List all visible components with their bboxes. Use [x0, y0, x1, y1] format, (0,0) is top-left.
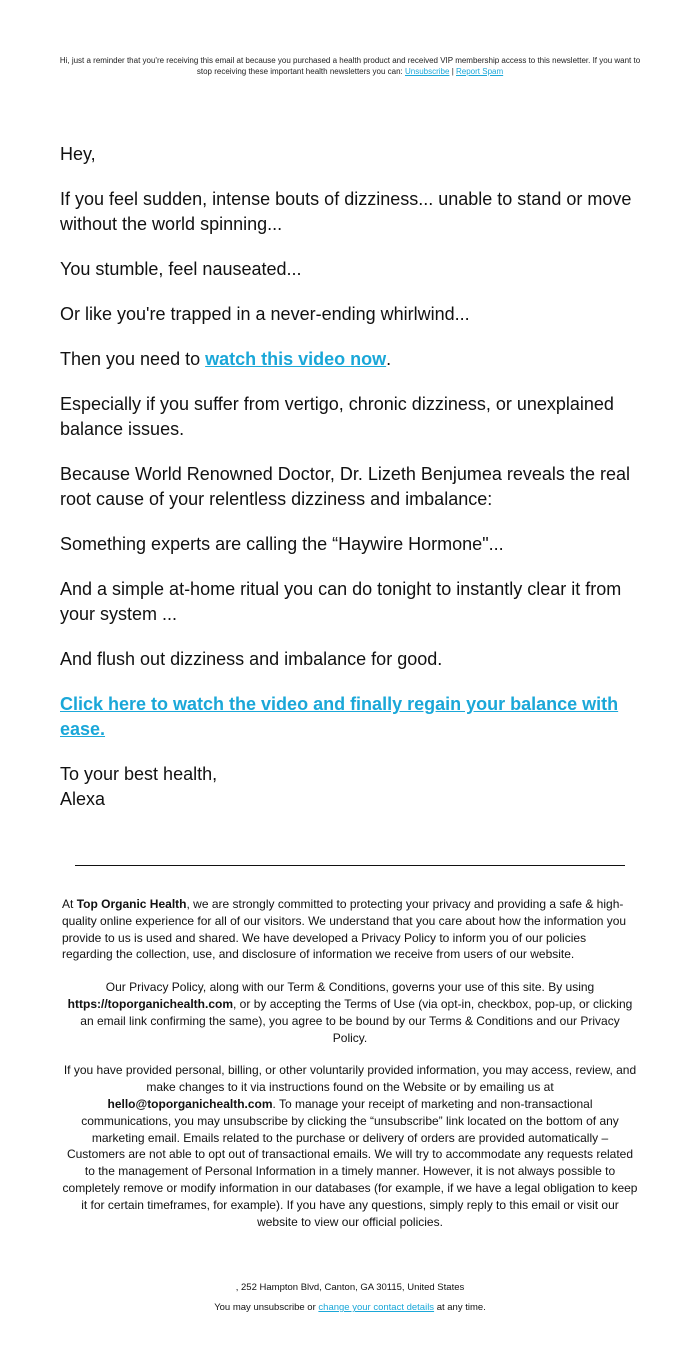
- unsubscribe-suffix: at any time.: [436, 1302, 486, 1313]
- change-contact-details-link[interactable]: change your contact details: [318, 1302, 435, 1313]
- signature: Alexa: [60, 789, 106, 809]
- watch-video-link[interactable]: watch this video now: [205, 349, 387, 369]
- postal-address: , 252 Hampton Blvd, Canton, GA 30115, United States: [235, 1282, 465, 1293]
- paragraph-vertigo: Especially if you suffer from vertigo, chronic dizziness, or unexplained balance issues.: [60, 394, 614, 439]
- paragraph-flush: And flush out dizziness and imbalance for good.: [60, 649, 443, 669]
- privacy-rest: , we are strongly committed to protecting your privacy and providing a safe & high-quality online experience for all of our visitors. We understand that you care about how the information you provide to us is used and shared. We have developed a Privacy Policy to inform you of our policies regarding the collection, use, and disclosure of information we receive from users of our website.: [62, 897, 627, 962]
- email-body: [60, 142, 650, 812]
- paragraph-stumble: You stumble, feel nauseated...: [60, 259, 302, 279]
- unsubscribe-line: [0, 1302, 700, 1314]
- personal-info-rest: . To manage your receipt of marketing and non-transactional communications, you may unsubscribe by clicking the “unsubscribe” link located on the bottom of any marketing email. Emails related to the purchase or delivery of orders are provided automatically – Customers are not able to opt out of transactional emails. We will try to accommodate any requests related to the management of Personal Information in a timely manner. However, it is not always possible to completely remove or modify information in our databases (for example, if we have a legal obligation to keep it for certain timeframes, for example). If you have any questions, simply reply to this email or visit our website to view our official policies.: [62, 1096, 638, 1229]
- paragraph-haywire-hormone: Something experts are calling the “Haywire Hormone"...: [60, 534, 504, 554]
- privacy-prefix: At: [62, 897, 74, 911]
- paragraph-watch-video: [60, 347, 650, 372]
- paragraph-doctor: Because World Renowned Doctor, Dr. Lizeth Benjumea reveals the real root cause of your relentless dizziness and imbalance:: [60, 464, 630, 509]
- signoff: To your best health,: [60, 764, 218, 784]
- report-spam-link[interactable]: Report Spam: [456, 67, 504, 76]
- cta-paragraph: [60, 692, 650, 742]
- policy-prefix: Our Privacy Policy, along with our Term & Conditions, governs your use of this site. By using: [105, 980, 595, 995]
- unsubscribe-link[interactable]: Unsubscribe: [404, 67, 450, 76]
- greeting: Hey,: [60, 144, 96, 164]
- unsubscribe-prefix: You may unsubscribe or: [214, 1302, 316, 1313]
- policy-paragraph: [62, 979, 638, 1046]
- website-url: https://toporganichealth.com: [67, 996, 234, 1011]
- paragraph-ritual: And a simple at-home ritual you can do tonight to instantly clear it from your system ...: [60, 579, 622, 624]
- personal-info-prefix: If you have provided personal, billing, or other voluntarily provided information, you may access, review, and make changes to it via instructions found on the Website or by emailing us at: [63, 1063, 637, 1095]
- personal-info-paragraph: [62, 1062, 638, 1230]
- preheader: [58, 55, 642, 77]
- paragraph-whirlwind: Or like you're trapped in a never-ending whirlwind...: [60, 304, 470, 324]
- watch-video-prefix: Then you need to: [60, 349, 201, 369]
- company-name: Top Organic Health: [76, 897, 187, 911]
- contact-email: hello@toporganichealth.com: [107, 1096, 273, 1111]
- watch-video-suffix: .: [386, 349, 392, 369]
- privacy-paragraph: [62, 896, 638, 963]
- paragraph-dizziness: If you feel sudden, intense bouts of dizziness... unable to stand or move without the world spinning...: [60, 189, 632, 234]
- signoff-block: [60, 762, 650, 812]
- preheader-text: Hi, just a reminder that you're receiving this email at because you purchased a health product and received VIP membership access to this newsletter. If you want to stop receiving these important health newsletters you can:: [59, 56, 641, 76]
- preheader-separator: |: [451, 67, 454, 76]
- policy-rest: , or by accepting the Terms of Use (via opt-in, checkbox, pop-up, or clicking an email link confirming the same), you agree to be bound by our Terms & Conditions and our Privacy Policy.: [80, 996, 633, 1045]
- cta-link[interactable]: Click here to watch the video and finally regain your balance with ease.: [60, 694, 619, 739]
- footer: [62, 896, 638, 1246]
- footer-divider: [75, 865, 625, 866]
